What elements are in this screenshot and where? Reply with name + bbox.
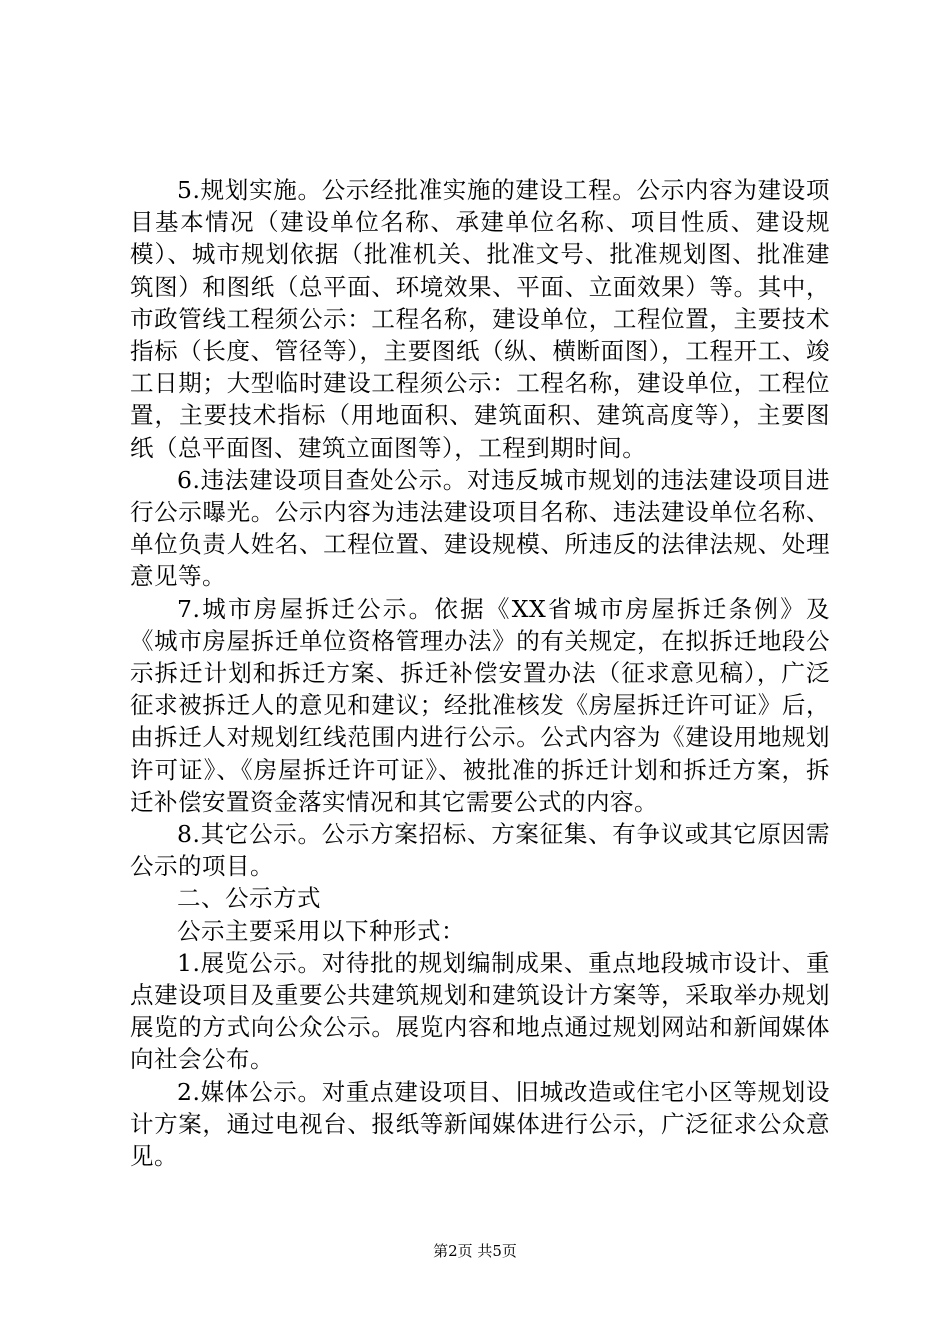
- section-heading-publicity-methods: 二、公示方式: [177, 884, 321, 913]
- paragraph-forms-intro: 公示主要采用以下种形式：: [177, 916, 465, 945]
- paragraph-house-demolition: 7.城市房屋拆迁公示。依据《XX省城市房屋拆迁条例》及《城市房屋拆迁单位资格管理办法》的有关规定，在拟拆迁地段公示拆迁计划和拆迁方案、拆迁补偿安置办法（征求意见稿），广泛征求被拆迁人的意见和建议；经批准核发《房屋拆迁许可证》后，由拆迁人对规划红线范围内进行公示。公式内容为《建设用地规划许可证》、《房屋拆迁许可证》、被批准的拆迁计划和拆迁方案，拆迁补偿安置资金落实情况和其它需要公式的内容。: [130, 594, 830, 816]
- paragraph-media-publicity: 2.媒体公示。对重点建设项目、旧城改造或住宅小区等规划设计方案，通过电视台、报纸等新闻媒体进行公示，广泛征求公众意见。: [130, 1077, 830, 1171]
- paragraph-illegal-construction: 6.违法建设项目查处公示。对违反城市规划的违法建设项目进行公示曝光。公示内容为违法建设项目名称、违法建设单位名称、单位负责人姓名、工程位置、建设规模、所违反的法律法规、处理意见等。: [130, 465, 830, 591]
- paragraph-planning-implementation: 5.规划实施。公示经批准实施的建设工程。公示内容为建设项目基本情况（建设单位名称、承建单位名称、项目性质、建设规模）、城市规划依据（批准机关、批准文号、批准规划图、批准建筑图）和图纸（总平面、环境效果、平面、立面效果）等。其中，市政管线工程须公示：工程名称，建设单位，工程位置，主要技术指标（长度、管径等），主要图纸（纵、横断面图），工程开工、竣工日期；大型临时建设工程须公示：工程名称，建设单位，工程位置，主要技术指标（用地面积、建筑面积、建筑高度等），主要图纸（总平面图、建筑立面图等），工程到期时间。: [130, 176, 830, 462]
- paragraph-exhibition-publicity: 1.展览公示。对待批的规划编制成果、重点地段城市设计、重点建设项目及重要公共建筑规划和建筑设计方案等，采取举办规划展览的方式向公众公示。展览内容和地点通过规划网站和新闻媒体向社会公布。: [130, 948, 830, 1074]
- paragraph-other-publicity: 8.其它公示。公示方案招标、方案征集、有争议或其它原因需公示的项目。: [130, 820, 830, 881]
- page-number-footer: 第2页 共5页: [433, 1242, 517, 1260]
- document-body: [130, 174, 830, 1172]
